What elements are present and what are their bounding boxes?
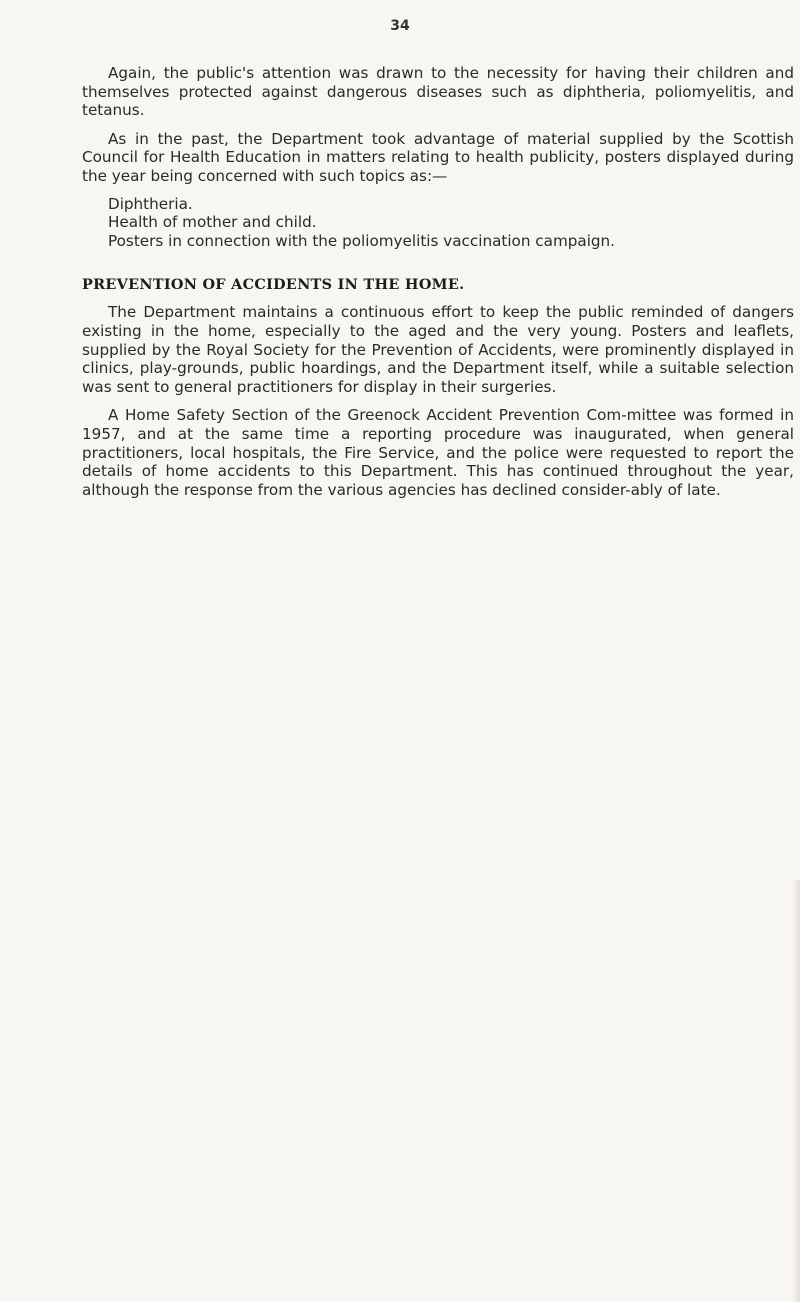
paragraph-disease-protection: Again, the public's attention was drawn to the necessity for having their children and themselves protected against dangerous diseases such as diphtheria, poliomyelitis, and tetanus. [82,64,794,120]
paragraph-home-safety-section: A Home Safety Section of the Greenock Accident Prevention Com-mittee was formed in 1957, and at the same time a reporting procedure was inaugurated, when general practitioners, local hospitals, the Fire Service, and the police were requested to report the details of home accidents to this Department. This has continued throughout the year, although the response from the various agencies has declined consider-ably of late. [82,406,794,499]
page-content [82,64,794,499]
page-number: 34 [390,18,410,34]
page-edge-shadow [792,880,800,1302]
poster-topics-list [82,195,794,251]
list-item: Diphtheria. [108,194,193,213]
paragraph-health-publicity: As in the past, the Department took advantage of material supplied by the Scottish Council for Health Education in matters relating to health publicity, posters displayed during the year being concerned with such topics as:— [82,129,794,185]
list-item: Posters in connection with the poliomyelitis vaccination campaign. [108,231,616,250]
list-item: Health of mother and child. [108,213,317,232]
paragraph-continuous-effort: The Department maintains a continuous effort to keep the public reminded of dangers existing in the home, especially to the aged and the very young. Posters and leaflets, supplied by the Royal Society for the Prevention of Accidents, were prominently displayed in clinics, play-grounds, public hoardings, and the Department itself, while a suitable selection was sent to general practitioners for display in their surgeries. [82,303,794,396]
section-heading: PREVENTION OF ACCIDENTS IN THE HOME. [82,276,465,294]
